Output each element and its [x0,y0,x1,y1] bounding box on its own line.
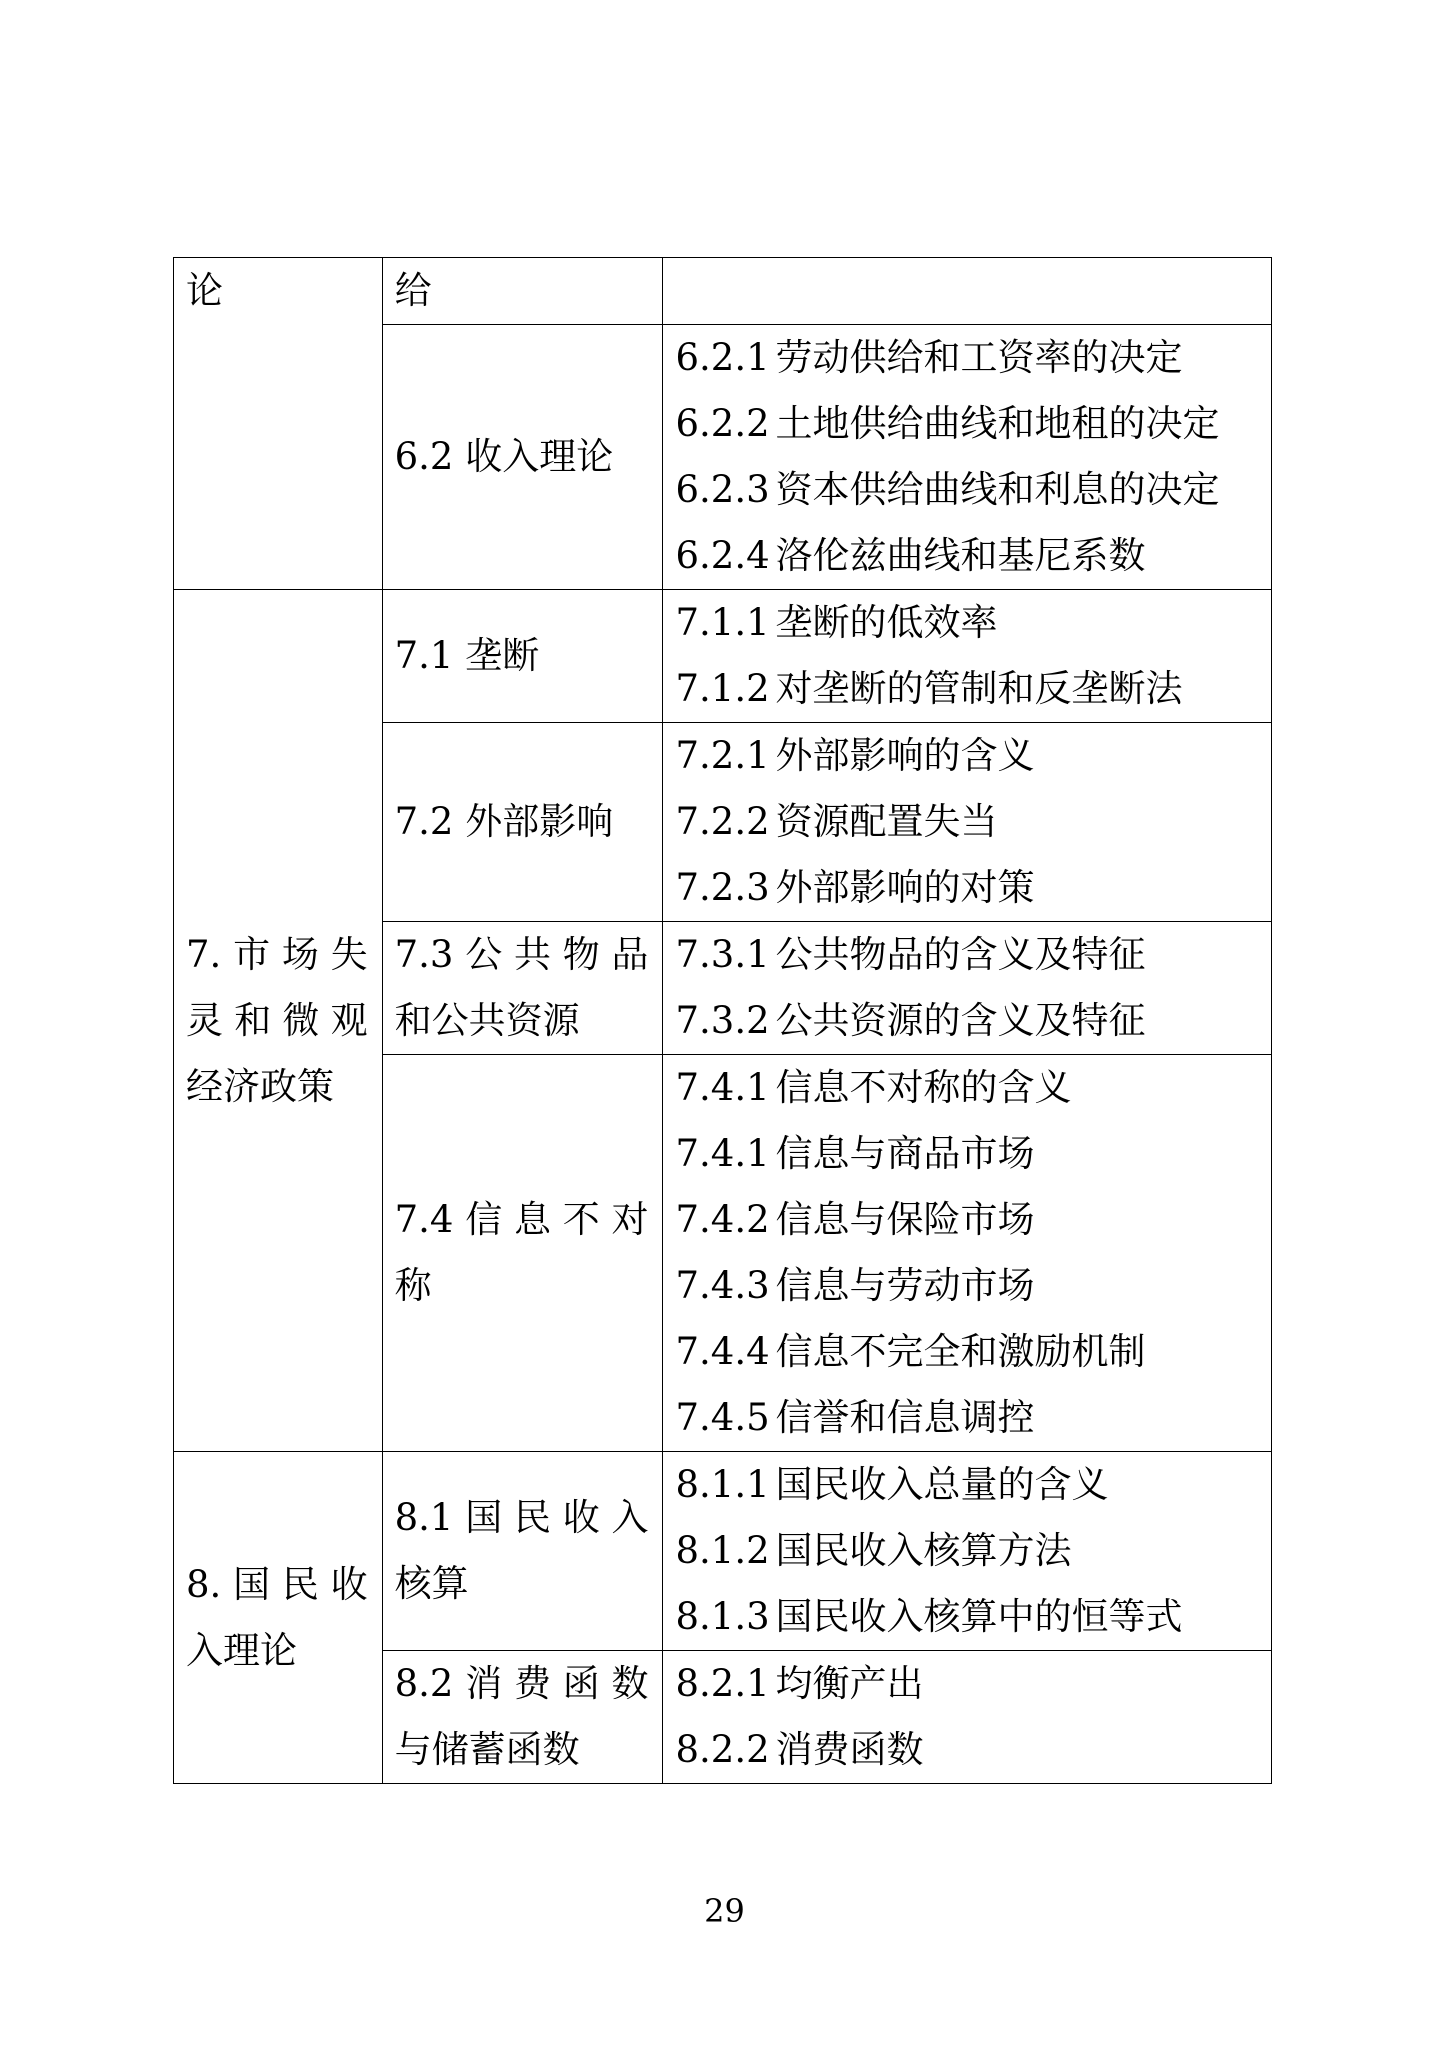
syllabus-table [173,257,1272,1784]
item-code: 6.2.4 [675,534,770,577]
items-cell [663,1651,1272,1784]
item-text: 信息不对称的含义 [775,1066,1072,1109]
item-code: 8.2.1 [675,1662,770,1705]
section-title-cell [174,1452,383,1784]
item-text: 国民收入核算中的恒等式 [775,1595,1183,1638]
list-item [675,1717,1261,1783]
item-code: 8.1.3 [675,1595,770,1638]
item-code: 7.4.3 [675,1264,770,1307]
topic-line: 6.2 收入理论 [394,435,614,478]
item-text: 信誉和信息调控 [775,1396,1035,1439]
list-item [675,1584,1261,1650]
section-title-line: 入理论 [186,1628,297,1672]
list-item [675,1055,1261,1121]
item-code: 7.3.2 [675,999,770,1042]
item-text: 公共资源的含义及特征 [775,999,1146,1042]
list-item [675,1319,1261,1385]
topic-line: 称 [394,1264,432,1307]
topic-line: 和公共资源 [394,999,580,1042]
item-code: 6.2.3 [675,468,770,511]
list-item [675,1121,1261,1187]
section-title-line: 灵和微观 [186,998,368,1042]
item-code: 7.2.2 [675,800,770,843]
list-item [675,1187,1261,1253]
topic-line: 给 [394,269,432,312]
item-text: 信息与商品市场 [775,1132,1035,1175]
item-text: 公共物品的含义及特征 [775,933,1146,976]
item-text: 对垄断的管制和反垄断法 [775,667,1183,710]
topic-line: 7.2 外部影响 [394,800,614,843]
item-code: 8.1.2 [675,1529,770,1572]
topic-cell [382,922,663,1055]
items-cell [663,590,1272,723]
list-item [675,1651,1261,1717]
topic-line: 核算 [394,1562,469,1605]
topic-cell [382,325,663,590]
section-title-line: 论 [186,269,223,312]
list-item [675,391,1261,457]
item-text: 土地供给曲线和地租的决定 [775,402,1220,445]
item-text: 信息不完全和激励机制 [775,1330,1146,1373]
item-code: 7.4.2 [675,1198,770,1241]
topic-line: 7.3 公 共 物 品 [394,933,649,976]
list-item [675,325,1261,391]
items-cell [663,325,1272,590]
topic-cell [382,258,663,325]
item-code: 7.1.2 [675,667,770,710]
item-text: 国民收入总量的含义 [775,1463,1109,1506]
item-code: 7.2.3 [675,866,770,909]
topic-cell [382,723,663,922]
topic-line: 8.2 消 费 函 数 [394,1662,649,1705]
topic-line: 8.1 国 民 收 入 [394,1496,649,1539]
table-row [174,258,1272,325]
item-text: 资本供给曲线和利息的决定 [775,468,1220,511]
section-title-line: 8. 国 民 收 [186,1562,368,1606]
items-cell [663,258,1272,325]
item-text: 国民收入核算方法 [775,1529,1072,1572]
item-code: 6.2.2 [675,402,770,445]
items-cell [663,1055,1272,1452]
list-item [675,523,1261,589]
list-item [675,922,1261,988]
item-code: 7.1.1 [675,601,770,644]
list-item [675,590,1261,656]
list-item [675,988,1261,1054]
topic-cell [382,1452,663,1651]
list-item [675,723,1261,789]
items-cell [663,1452,1272,1651]
item-code: 8.2.2 [675,1728,770,1771]
page-number: 29 [704,1892,745,1930]
item-text: 消费函数 [775,1728,924,1771]
item-text: 信息与保险市场 [775,1198,1035,1241]
item-code: 7.2.1 [675,734,770,777]
section-title-line: 经济政策 [186,1064,334,1108]
item-code: 7.4.4 [675,1330,770,1373]
topic-cell [382,1651,663,1784]
item-text: 均衡产出 [775,1662,924,1705]
item-text: 外部影响的含义 [775,734,1035,777]
topic-line: 与储蓄函数 [394,1728,580,1771]
topic-cell [382,590,663,723]
section-title-cell [174,590,383,1452]
list-item [675,1452,1261,1518]
item-text: 外部影响的对策 [775,866,1035,909]
item-code: 7.4.1 [675,1066,770,1109]
item-text: 劳动供给和工资率的决定 [775,336,1183,379]
table-row [174,1452,1272,1651]
list-item [675,855,1261,921]
item-code: 7.4.1 [675,1132,770,1175]
items-cell [663,922,1272,1055]
list-item [675,656,1261,722]
topic-line: 7.1 垄断 [394,634,540,677]
item-code: 7.4.5 [675,1396,770,1439]
items-cell [663,723,1272,922]
list-item [675,1385,1261,1451]
item-text: 洛伦兹曲线和基尼系数 [775,534,1146,577]
item-code: 6.2.1 [675,336,770,379]
section-title-line: 7. 市 场 失 [186,932,368,976]
list-item [675,457,1261,523]
section-title-cell [174,258,383,590]
item-text: 资源配置失当 [775,800,998,843]
list-item [675,789,1261,855]
list-item [675,1518,1261,1584]
list-item [675,1253,1261,1319]
item-text: 垄断的低效率 [775,601,998,644]
topic-line: 7.4 信 息 不 对 [394,1198,649,1241]
item-text: 信息与劳动市场 [775,1264,1035,1307]
item-code: 8.1.1 [675,1463,770,1506]
table-row [174,590,1272,723]
item-code: 7.3.1 [675,933,770,976]
topic-cell [382,1055,663,1452]
